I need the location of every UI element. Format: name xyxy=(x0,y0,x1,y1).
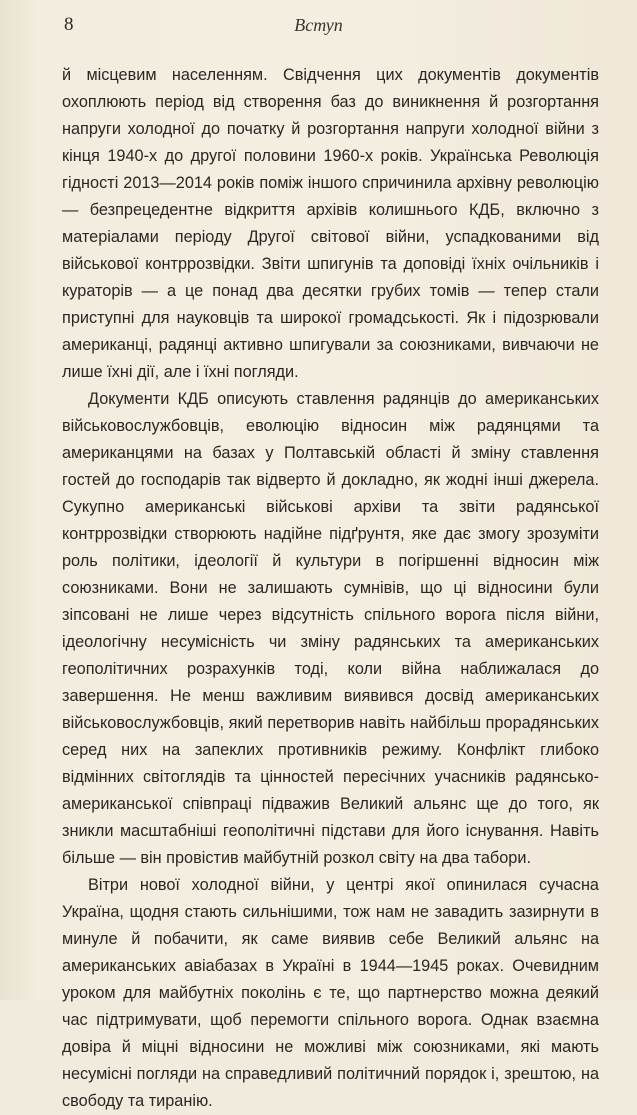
page-number: 8 xyxy=(64,14,74,35)
paragraph-cold-war-lessons: Вітри нової холодної війни, у центрі якої опинилася сучасна Україна, щодня стають сильнішими, тож нам не завадить зазирнути в минуле й побачити, як саме виявив себе Великий альянс на американських авіабазах в Україні в 1944—1945 роках. Очевидним уроком для майбутніх поколінь є те, що партнерство можна деякий час підтримувати, щоб перемогти спільного ворога. Однак взаємна довіра й міцні відносини не можливі між союзниками, які мають несумісні погляди на справедливий політичний порядок і, зрештою, на свободу та тиранію. xyxy=(62,876,599,1110)
page-header xyxy=(0,14,637,44)
paragraph-kgb-documents: Документи КДБ описують ставлення радянців до американських військовослужбовців, еволюцію відносин між радянцями та американцями на базах у Полтавській області й зміну ставлення гостей до господарів так відверто й докладно, як жодні інші джерела. Сукупно американські військові архіви та звіти радянської контррозвідки створюють надійне підґрунтя, яке дає змогу зрозуміти роль політики, ідеології й культури в погіршенні відносин між союзниками. Вони не залишають сумнівів, що ці відносини були зіпсовані не лише через відсутність спільного ворога після війни, ідеологічну несумісність чи зміну радянських та американських геополітичних розрахунків тоді, коли війна наближалася до завершення. Не менш важливим виявився досвід американських військовослужбовців, який перетворив навіть найбільш прорадянських серед них на запеклих противників режиму. Конфлікт глибоко відмінних світоглядів та цінностей пересічних учасників радянсько-американської співпраці підважив Великий альянс ще до того, як зникли масштабніші геополітичні підстави для його існування. Навіть більше — він провістив майбутній розкол світу на два табори. xyxy=(62,390,599,867)
paragraph-continued: й місцевим населенням. Свідчення цих документів документів охоплюють період від створення баз до виникнення й розгортання напруги холодної до початку й розгортання напруги холодної війни з кінця 1940-х до другої половини 1960-х років. Українська Революція гідності 2013—2014 років поміж іншого спричинила архівну революцію — безпрецедентне відкриття архівів колишнього КДБ, включно з матеріалами періоду Другої світової війни, успадкованими від військової контррозвідки. Звіти шпигунів та доповіді їхніх очільників і кураторів — а це понад два десятки грубих томів — тепер стали приступні для науковців та широкої громадськості. Як і підозрювали американці, радянці активно шпигували за союзниками, вивчаючи не лише їхні дії, але і їхні погляди. xyxy=(62,66,599,381)
body-text xyxy=(62,62,599,1115)
running-title: Вступ xyxy=(294,15,343,35)
